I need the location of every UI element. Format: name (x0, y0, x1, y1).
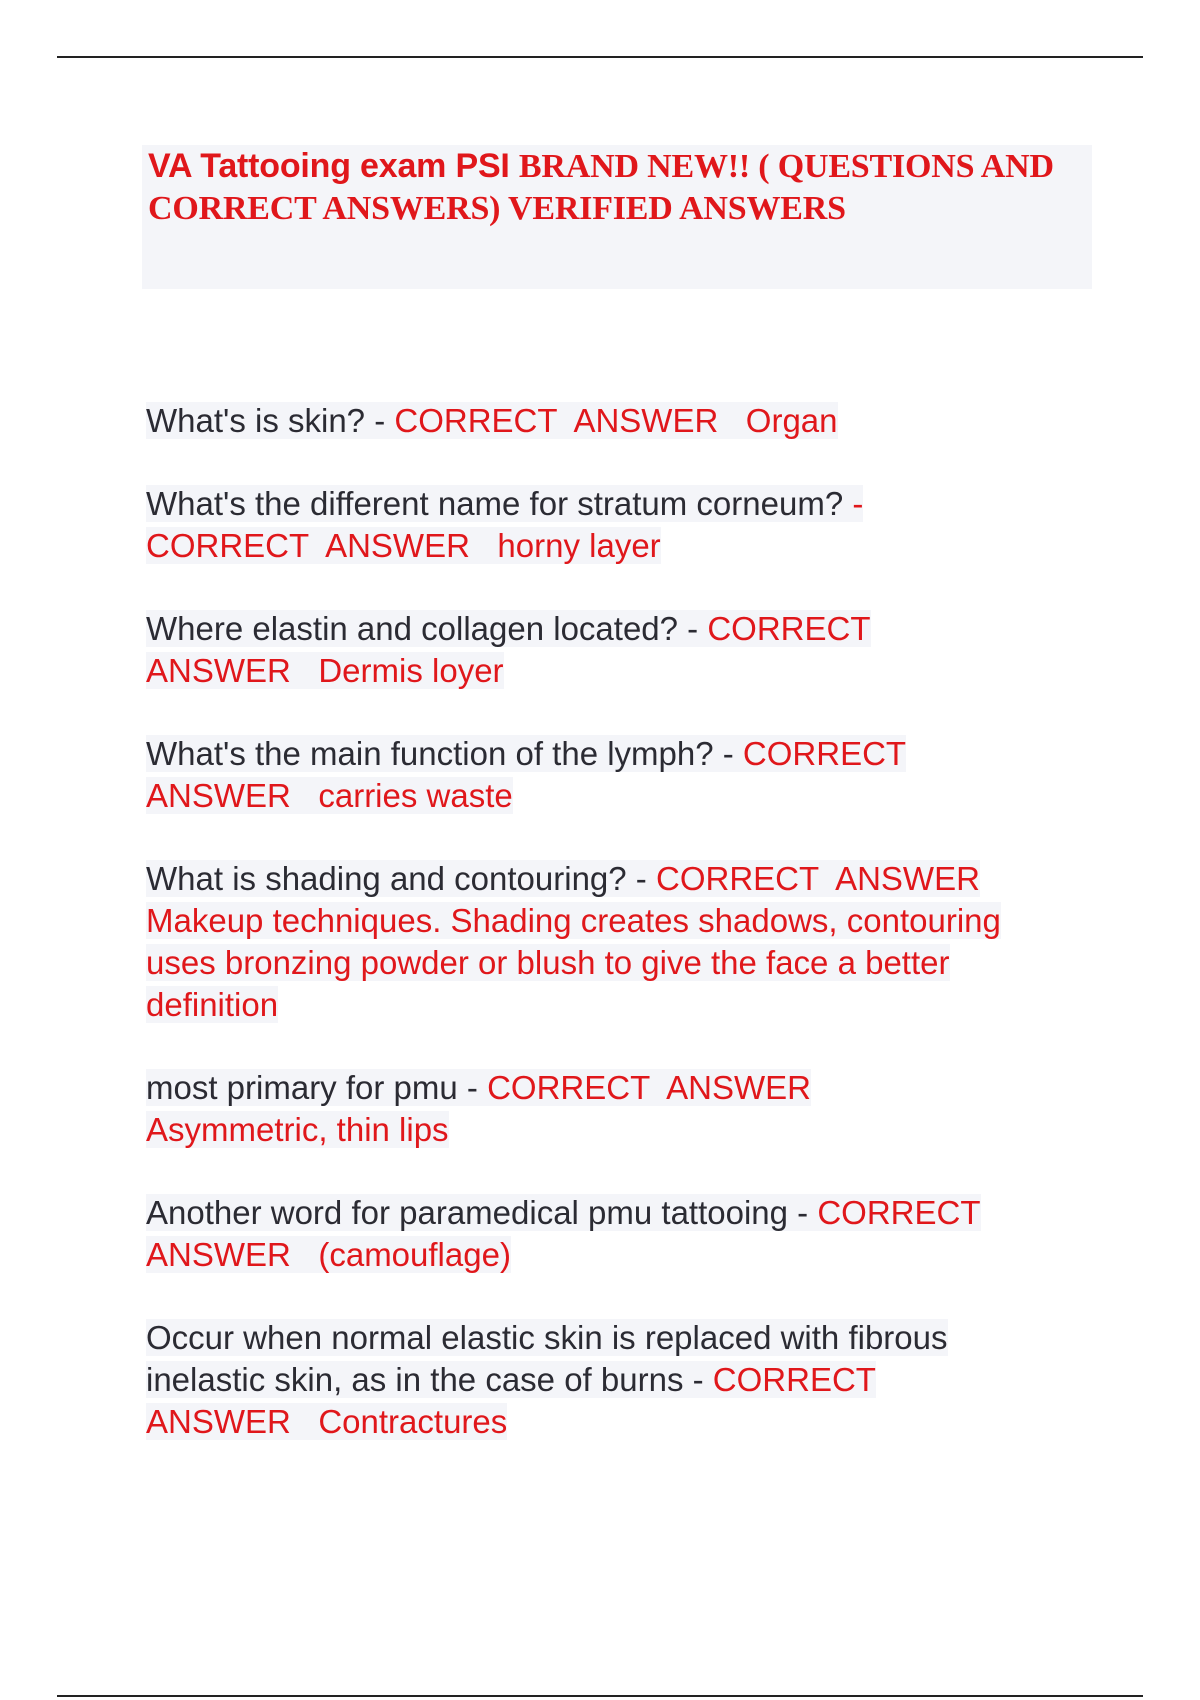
qa-line (146, 650, 1106, 692)
qa-item (146, 400, 1106, 442)
answer-text: CORRECT (817, 1194, 981, 1231)
qa-line (146, 525, 1106, 567)
line-highlight (146, 735, 906, 772)
bottom-rule (57, 1695, 1143, 1697)
qa-line (146, 1359, 1106, 1401)
qa-line (146, 1109, 1106, 1151)
question-text: most primary for pmu - (146, 1069, 488, 1106)
qa-line (146, 733, 1106, 775)
title-block (142, 145, 1092, 289)
line-highlight (146, 777, 513, 814)
question-text: Where elastin and collagen located? - (146, 610, 708, 647)
qa-line (146, 858, 1106, 900)
line-highlight (146, 1194, 981, 1231)
answer-text: CORRECT (742, 735, 907, 772)
line-highlight (146, 986, 278, 1023)
answer-text: ANSWER (camouflage) (146, 1236, 511, 1273)
line-highlight (146, 1069, 811, 1106)
question-text: What's is skin? - (146, 402, 395, 439)
answer-text: Asymmetric, thin lips (146, 1111, 449, 1148)
line-highlight (146, 1361, 876, 1398)
answer-text: ANSWER Contractures (146, 1403, 508, 1440)
answer-text: - (852, 485, 864, 522)
qa-line (146, 400, 1106, 442)
qa-item (146, 608, 1106, 692)
question-text: inelastic skin, as in the case of burns - (146, 1361, 713, 1398)
line-highlight (146, 652, 504, 689)
qa-item (146, 1192, 1106, 1276)
qa-line (146, 1401, 1106, 1443)
qa-list (146, 400, 1106, 1484)
qa-item (146, 1067, 1106, 1151)
top-rule (57, 56, 1143, 58)
answer-text: CORRECT (712, 1361, 876, 1398)
qa-line (146, 1234, 1106, 1276)
qa-line (146, 942, 1106, 984)
answer-text: CORRECT ANSWER horny layer (146, 527, 661, 564)
line-highlight (146, 1111, 449, 1148)
title-part-1: VA Tattooing exam PSI (148, 147, 519, 185)
title-part-2: BRAND NEW!! ( QUESTIONS AND (518, 148, 1054, 185)
qa-line (146, 483, 1106, 525)
document-title (148, 145, 1086, 230)
answer-text: CORRECT (707, 610, 871, 647)
line-highlight (146, 1403, 507, 1440)
line-highlight (146, 1236, 511, 1273)
qa-item (146, 483, 1106, 567)
question-text: What is shading and contouring? - (146, 860, 656, 897)
qa-line (146, 608, 1106, 650)
title-line-2: CORRECT ANSWERS) VERIFIED ANSWERS (148, 190, 846, 227)
answer-text: CORRECT ANSWER Organ (394, 402, 838, 439)
line-highlight (146, 944, 950, 981)
answer-text: ANSWER carries waste (146, 777, 513, 814)
line-highlight (146, 860, 980, 897)
line-highlight (146, 485, 863, 522)
qa-item (146, 858, 1106, 1026)
question-text: What's the different name for stratum corneum? (146, 485, 853, 522)
qa-line (146, 1317, 1106, 1359)
answer-text: CORRECT ANSWER (487, 1069, 811, 1106)
question-text: Another word for paramedical pmu tattooing - (146, 1194, 818, 1231)
answer-text: CORRECT ANSWER (655, 860, 980, 897)
line-highlight (146, 527, 661, 564)
line-highlight (146, 610, 871, 647)
answer-text: Makeup techniques. Shading creates shadows, contouring (146, 902, 1001, 939)
answer-text: definition (146, 986, 279, 1023)
line-highlight (146, 1319, 948, 1356)
qa-item (146, 1317, 1106, 1443)
question-text: Occur when normal elastic skin is replaced with fibrous (146, 1319, 948, 1356)
qa-item (146, 733, 1106, 817)
qa-line (146, 1192, 1106, 1234)
qa-line (146, 984, 1106, 1026)
answer-text: uses bronzing powder or blush to give the face a better (146, 944, 950, 981)
line-highlight (146, 902, 1001, 939)
line-highlight (146, 402, 838, 439)
question-text: What's the main function of the lymph? - (146, 735, 743, 772)
qa-line (146, 775, 1106, 817)
answer-text: ANSWER Dermis loyer (146, 652, 504, 689)
qa-line (146, 900, 1106, 942)
qa-line (146, 1067, 1106, 1109)
